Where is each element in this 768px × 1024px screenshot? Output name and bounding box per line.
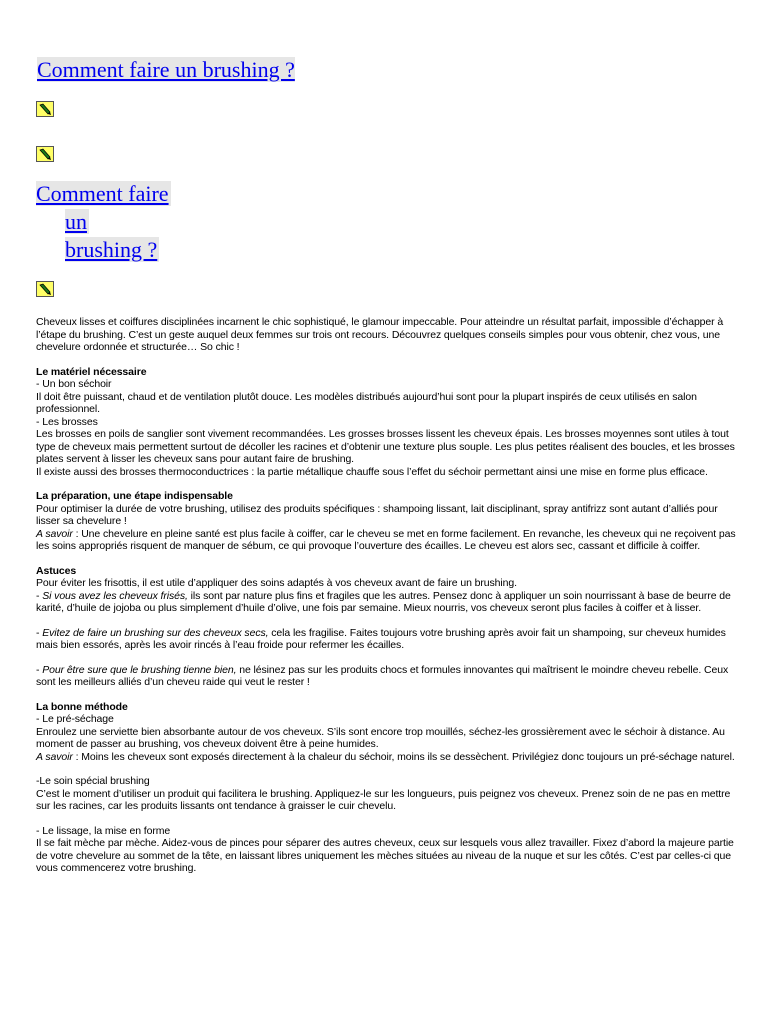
savoir-text: : Une chevelure en pleine santé est plus facile à coiffer, car le cheveu se met en forme facilement. En revanche, les cheveux qui ne reçoivent pas les soins appropriés risquent de manquer de sébum, ce qui provoque l’ouverture des écailles. Le cheveu est alors sec, cassant et difficile à coiffer. [36,527,736,552]
preparation-line-1: Pour optimiser la durée de votre brushing, utilisez des produits spécifiques : shampoing lissant, lait disciplinant, spray antifrizz sont autant d’alliés pour lisser sa chevelure ! [36,502,718,527]
pencil-icon[interactable] [36,281,54,297]
intro-paragraph: Cheveux lisses et coiffures disciplinées incarnent le chic sophistiqué, le glamour impeccable. Pour atteindre un résultat parfait, impossible d’échapper à l’étape du brushing. C’est un geste auquel deux femmes sur trois ont recours. Découvrez quelques conseils simples pour vous obtenir, chez vous, une chevelure ordonnée et structurée… So chic ! [36,316,724,353]
heading-methode: La bonne méthode [36,700,128,713]
methode-soin-text: C’est le moment d’utiliser un produit qui facilitera le brushing. Appliquez-le sur les longueurs, puis peignez vos cheveux. Prenez soin de ne pas en mettre sur les racines, car les produits lissants ont tendance à graisser le cuir chevelu. [36,787,731,812]
astuces-paragraph-3: - Evitez de faire un brushing sur des cheveux secs, cela les fragilise. Faites toujours votre brushing après avoir fait un shampoing, sur cheveux humides mais bien essorés, après les avoir rincés à l’eau froide pour refermer les écailles. [36,626,726,651]
savoir-text: : Moins les cheveux sont exposés directement à la chaleur du séchoir, moins ils se dessèchent. Privilégiez donc toujours un pré-séchage naturel. [72,750,735,763]
heading-preparation: La préparation, une étape indispensable [36,490,233,502]
title-main-line-1[interactable]: Comment faire [36,181,169,206]
heading-materiel: Le matériel nécessaire [36,365,147,378]
methode-lissage-title: - Le lissage, la mise en forme [36,824,171,837]
title-main[interactable] [36,180,171,264]
materiel-line-2: Il doit être puissant, chaud et de ventilation plutôt douce. Les modèles distribués aujourd’hui sont pour la plupart inspirés de ceux utilisés en salon professionnel. [36,390,697,415]
methode-soin-title: -Le soin spécial brushing [36,775,150,787]
pencil-icon[interactable] [36,101,54,117]
methode-line-2: Enroulez une serviette bien absorbante autour de vos cheveux. S’ils sont encore trop mouillés, séchez-les grossièrement avec le séchoir à distance. Au moment de passer au brushing, vos cheveux doivent être à peine humides. [36,725,725,750]
methode-savoir [36,751,736,764]
savoir-label: A savoir [36,527,73,540]
preparation-savoir [36,528,736,553]
materiel-line-4: Les brosses en poils de sanglier sont vivement recommandées. Les grosses brosses lissent les cheveux épais. Les brosses moyennes sont utiles à tout type de cheveux mais permettent surtout de décoller les racines et d’obtenir une texture plus souple. Les plus petites réalisent des boucles, et les brosses plates servent à lisser les cheveux sans pour autant faire de brushing. [36,428,735,465]
materiel-line-1: - Un bon séchoir [36,378,112,390]
methode-lissage-text: Il se fait mèche par mèche. Aidez-vous de pinces pour séparer des autres cheveux, ceux sur lesquels vous allez travailler. Fixez d’abord la majeure partie de votre chevelure au sommet de la tête, en laissant libres uniquement les mèches situées au niveau de la nuque et sur les côtés. C’est par celles-ci que vous commencerez votre brushing. [36,837,734,874]
astuces-em-3: Evitez de faire un brushing sur des cheveux secs, [42,626,269,639]
heading-astuces: Astuces [36,564,77,577]
astuces-paragraph-2: - Si vous avez les cheveux frisés, ils sont par nature plus fins et fragiles que les autres. Pensez donc à appliquer un soin nourrissant à base de beurre de karité, d’huile de jojoba ou plus simplement d’huile d’olive, une fois par semaine. Mieux nourris, vos cheveux seront plus faciles à coiffer et à lisser. [36,589,731,614]
methode-line-1: - Le pré-séchage [36,713,114,725]
title-top-link[interactable]: Comment faire un brushing ? [37,57,295,82]
article-body [36,316,736,875]
title-main-line-3[interactable]: brushing ? [65,237,158,262]
astuces-em-2: Si vous avez les cheveux frisés, [42,589,188,602]
materiel-line-5: Il existe aussi des brosses thermoconductrices : la partie métallique chauffe sous l’effet du séchoir permettant ainsi une mise en forme plus efficace. [36,465,708,478]
savoir-label: A savoir [36,750,73,763]
astuces-line-1: Pour éviter les frisottis, il est utile d’appliquer des soins adaptés à vos cheveux avant de faire un brushing. [36,577,517,589]
title-main-line-2[interactable]: un [65,209,87,234]
materiel-line-3: - Les brosses [36,415,98,428]
pencil-icon[interactable] [36,146,54,162]
title-top[interactable] [36,56,295,84]
astuces-paragraph-4: - Pour être sure que le brushing tienne bien, ne lésinez pas sur les produits chocs et formules innovantes qui maîtrisent le moindre cheveu rebelle. Ceux sont les meilleurs alliés d’un cheveu raide qui veut le rester ! [36,663,729,688]
astuces-em-4: Pour être sure que le brushing tienne bien, [42,663,237,676]
